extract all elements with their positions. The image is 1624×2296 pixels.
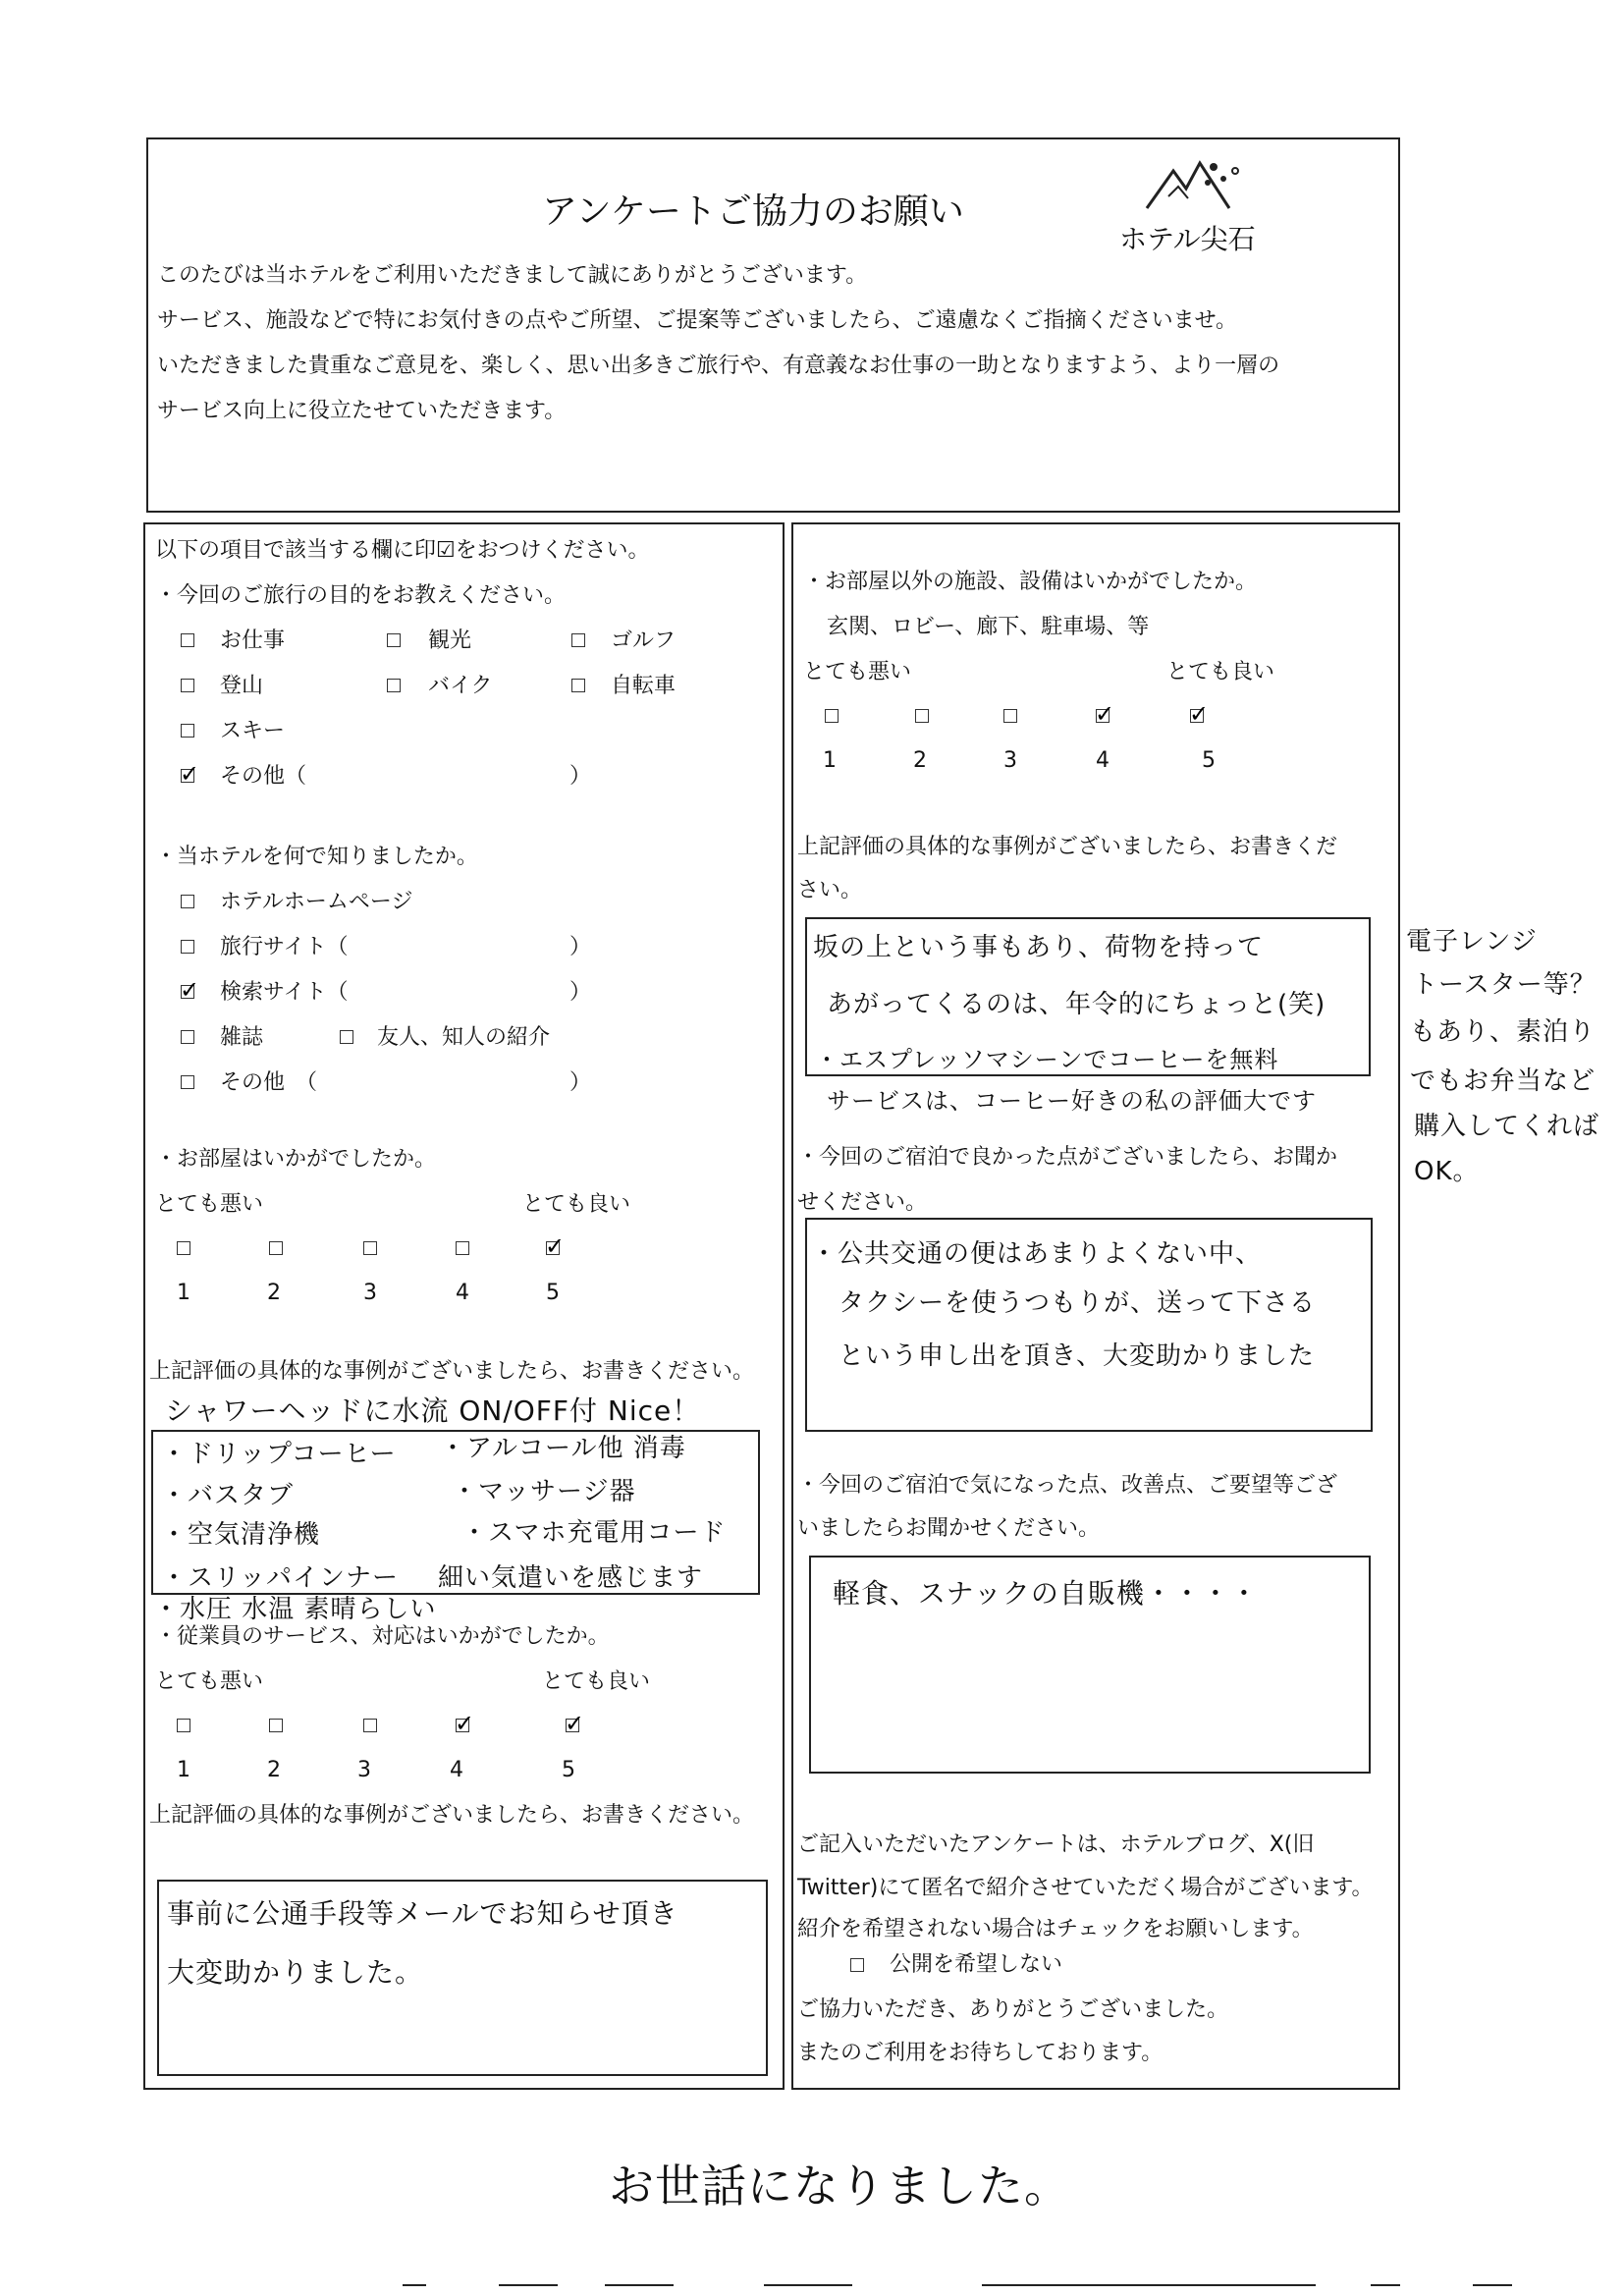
staff-rating-checkbox-1[interactable] bbox=[177, 1719, 190, 1732]
purpose-label-work: お仕事 bbox=[220, 629, 286, 653]
source-label-other: その他 （ bbox=[220, 1070, 318, 1095]
source-label-friend: 友人、知人の紹介 bbox=[377, 1025, 551, 1050]
facilities-examples: 玄関、ロビー、廊下、駐車場、等 bbox=[827, 615, 1150, 639]
facilities-rating-checkbox-3[interactable] bbox=[1003, 709, 1017, 723]
room-question: ・お部屋はいかがでしたか。 bbox=[155, 1147, 437, 1172]
facilities-scale-4: 4 bbox=[1096, 748, 1110, 773]
purpose-checkbox-ski[interactable] bbox=[181, 724, 194, 738]
room-handwritten-right-1: ・アルコール他 消毒 bbox=[440, 1434, 686, 1463]
source-checkbox-magazine[interactable] bbox=[181, 1030, 194, 1044]
facilities-scale-5: 5 bbox=[1202, 748, 1216, 773]
source-label-travel-site: 旅行サイト（ bbox=[220, 935, 349, 959]
facilities-handwritten-line-1: 坂の上という事もあり、荷物を持って bbox=[813, 933, 1265, 962]
facilities-handwritten-line-4: サービスは、コーヒー好きの私の評価大です bbox=[827, 1087, 1318, 1115]
facilities-rating-checkbox-2[interactable] bbox=[915, 709, 929, 723]
instruction-text: 以下の項目で該当する欄に印☑をおつけください。 bbox=[155, 538, 650, 563]
room-scale-2: 2 bbox=[267, 1281, 281, 1305]
room-handwritten-above: シャワーヘッドに水流 ON/OFF付 Nice！ bbox=[165, 1394, 701, 1427]
margin-note-line-1: 電子レンジ bbox=[1406, 927, 1538, 957]
room-scale-1: 1 bbox=[177, 1281, 190, 1305]
source-label-search-site: 検索サイト（ bbox=[220, 980, 349, 1005]
facilities-scale-2: 2 bbox=[913, 748, 927, 773]
room-scale-5: 5 bbox=[546, 1281, 560, 1305]
room-rating-checkbox-5[interactable] bbox=[546, 1241, 560, 1255]
room-handwritten-left-1: ・ドリップコーヒー bbox=[161, 1440, 397, 1469]
source-question: ・当ホテルを何で知りましたか。 bbox=[155, 845, 478, 869]
footer-line-3: 紹介を希望されない場合はチェックをお願いします。 bbox=[797, 1917, 1314, 1941]
bottom-edge-line-2 bbox=[499, 2284, 558, 2286]
staff-scale-4: 4 bbox=[450, 1758, 463, 1782]
source-label-magazine: 雑誌 bbox=[220, 1025, 264, 1050]
purpose-label-ski: スキー bbox=[220, 719, 286, 743]
purpose-label-bicycle: 自転車 bbox=[611, 674, 677, 698]
margin-note-line-2: トースター等？ bbox=[1412, 970, 1597, 1000]
purpose-checkbox-climbing[interactable] bbox=[181, 679, 194, 692]
purpose-label-golf: ゴルフ bbox=[611, 629, 677, 653]
facilities-question: ・お部屋以外の施設、設備はいかがでしたか。 bbox=[803, 570, 1258, 594]
staff-high-label: とても良い bbox=[542, 1669, 651, 1694]
room-handwritten-right-3: ・スマホ充電用コード bbox=[461, 1518, 727, 1548]
source-checkbox-other[interactable] bbox=[181, 1075, 194, 1089]
staff-low-label: とても悪い bbox=[155, 1669, 264, 1694]
room-scale-4: 4 bbox=[456, 1281, 469, 1305]
footer-thanks-2: またのご利用をお待ちしております。 bbox=[797, 2041, 1164, 2065]
footer-thanks-1: ご協力いただき、ありがとうございました。 bbox=[797, 1997, 1229, 2022]
source-checkbox-friend[interactable] bbox=[340, 1030, 353, 1044]
purpose-label-climbing: 登山 bbox=[220, 674, 264, 698]
page-title: アンケートご協力のお願い bbox=[542, 191, 964, 232]
no-publish-label: 公開を希望しない bbox=[890, 1952, 1063, 1977]
room-scale-3: 3 bbox=[363, 1281, 377, 1305]
improvements-question-1: ・今回のご宿泊で気になった点、改善点、ご要望等ござ bbox=[797, 1473, 1338, 1498]
purpose-other-close-paren: ） bbox=[569, 764, 592, 789]
purpose-checkbox-bicycle[interactable] bbox=[571, 679, 585, 692]
facilities-handwritten-line-3: ・エスプレッソマシーンでコーヒーを無料 bbox=[815, 1046, 1279, 1073]
margin-note-line-5: 購入してくれば bbox=[1414, 1112, 1600, 1141]
facilities-comment-prompt-2: さい。 bbox=[797, 878, 863, 902]
footer-line-1: ご記入いただいたアンケートは、ホテルブログ、X(旧 bbox=[797, 1832, 1315, 1857]
room-handwritten-left-4: ・スリッパインナー bbox=[161, 1563, 399, 1593]
staff-handwritten-line-1: 事前に公通手段等メールでお知らせ頂き bbox=[167, 1897, 678, 1930]
staff-scale-2: 2 bbox=[267, 1758, 281, 1782]
source-search-site-close-paren: ） bbox=[569, 980, 592, 1005]
staff-scale-3: 3 bbox=[357, 1758, 371, 1782]
purpose-label-sightseeing: 観光 bbox=[428, 629, 472, 653]
source-travel-site-close-paren: ） bbox=[569, 935, 592, 959]
source-other-close-paren: ） bbox=[569, 1070, 592, 1095]
facilities-rating-checkbox-5[interactable] bbox=[1190, 709, 1204, 723]
room-rating-checkbox-1[interactable] bbox=[177, 1241, 190, 1255]
purpose-checkbox-work[interactable] bbox=[181, 633, 194, 647]
intro-line-2: サービス、施設などで特にお気付きの点やご所望、ご提案等ございましたら、ご遠慮なくご指摘くださいませ。 bbox=[157, 308, 1238, 333]
good-points-handwritten-line-3: という申し出を頂き、大変助かりました bbox=[839, 1341, 1315, 1371]
hotel-name: ホテル尖石 bbox=[1119, 223, 1256, 255]
facilities-scale-3: 3 bbox=[1003, 748, 1017, 773]
facilities-low-label: とても悪い bbox=[803, 660, 912, 684]
purpose-checkbox-other[interactable] bbox=[181, 769, 194, 783]
staff-rating-checkbox-4[interactable] bbox=[456, 1719, 469, 1732]
room-handwritten-left-3: ・空気清浄機 bbox=[161, 1520, 321, 1550]
intro-line-3: いただきました貴重なご意見を、楽しく、思い出多きご旅行や、有意義なお仕事の一助となりますよう、より一層の bbox=[157, 354, 1280, 378]
no-publish-checkbox[interactable] bbox=[850, 1958, 864, 1972]
facilities-rating-checkbox-4[interactable] bbox=[1096, 709, 1110, 723]
staff-comment-prompt: 上記評価の具体的な事例がございましたら、お書きください。 bbox=[149, 1803, 755, 1828]
staff-rating-checkbox-2[interactable] bbox=[269, 1719, 283, 1732]
good-points-handwritten-line-1: ・公共交通の便はあまりよくない中、 bbox=[811, 1239, 1263, 1269]
staff-handwritten-line-2: 大変助かりました。 bbox=[167, 1956, 424, 1989]
margin-note-line-3: もあり、素泊り bbox=[1410, 1017, 1597, 1047]
room-handwritten-below: ・水圧 水温 素晴らしい bbox=[153, 1595, 437, 1624]
bottom-edge-line-5 bbox=[982, 2284, 1316, 2286]
good-points-question-2: せください。 bbox=[797, 1190, 928, 1215]
purpose-checkbox-golf[interactable] bbox=[571, 633, 585, 647]
intro-line-4: サービス向上に役立たせていただきます。 bbox=[157, 399, 567, 423]
good-points-question-1: ・今回のご宿泊で良かった点がございましたら、お聞か bbox=[797, 1145, 1338, 1170]
bottom-edge-line-3 bbox=[605, 2284, 674, 2286]
room-handwritten-right-2: ・マッサージ器 bbox=[452, 1477, 636, 1506]
staff-rating-checkbox-3[interactable] bbox=[363, 1719, 377, 1732]
margin-note-line-6: OK。 bbox=[1414, 1157, 1480, 1186]
room-high-label: とても良い bbox=[522, 1192, 631, 1217]
bottom-edge-line-4 bbox=[764, 2284, 852, 2286]
staff-scale-1: 1 bbox=[177, 1758, 190, 1782]
source-checkbox-search-site[interactable] bbox=[181, 985, 194, 999]
good-points-handwritten-line-2: タクシーを使うつもりが、送って下さる bbox=[839, 1288, 1317, 1318]
room-rating-checkbox-4[interactable] bbox=[456, 1241, 469, 1255]
footer-line-2: Twitter)にて匿名で紹介させていただく場合がございます。 bbox=[797, 1876, 1374, 1900]
facilities-high-label: とても良い bbox=[1166, 660, 1275, 684]
source-checkbox-homepage[interactable] bbox=[181, 895, 194, 908]
improvements-handwritten: 軽食、スナックの自販機・・・・ bbox=[833, 1577, 1259, 1610]
room-comment-prompt: 上記評価の具体的な事例がございましたら、お書きください。 bbox=[149, 1359, 755, 1384]
room-handwritten-left-2: ・バスタブ bbox=[161, 1481, 295, 1510]
improvements-question-2: いましたらお聞かせください。 bbox=[797, 1516, 1101, 1541]
staff-question: ・従業員のサービス、対応はいかがでしたか。 bbox=[155, 1624, 610, 1649]
hotel-logo-icon bbox=[1139, 149, 1247, 218]
staff-scale-5: 5 bbox=[562, 1758, 575, 1782]
room-rating-checkbox-3[interactable] bbox=[363, 1241, 377, 1255]
purpose-checkbox-motorbike[interactable] bbox=[387, 679, 401, 692]
purpose-checkbox-sightseeing[interactable] bbox=[387, 633, 401, 647]
room-handwritten-right-4: 細い気遣いを感じます bbox=[438, 1563, 704, 1593]
room-rating-checkbox-2[interactable] bbox=[269, 1241, 283, 1255]
purpose-question: ・今回のご旅行の目的をお教えください。 bbox=[155, 583, 567, 608]
margin-note-line-4: でもお弁当など bbox=[1410, 1066, 1597, 1096]
left-column-box bbox=[143, 522, 785, 2090]
room-low-label: とても悪い bbox=[155, 1192, 264, 1217]
facilities-handwritten-line-2: あがってくるのは、年令的にちょっと(笑) bbox=[827, 990, 1326, 1019]
bottom-edge-line-1 bbox=[403, 2284, 426, 2286]
purpose-label-motorbike: バイク bbox=[428, 674, 493, 698]
bottom-handwritten-note: お世話になりました。 bbox=[609, 2159, 1070, 2213]
facilities-rating-checkbox-1[interactable] bbox=[825, 709, 839, 723]
staff-rating-checkbox-5[interactable] bbox=[566, 1719, 579, 1732]
facilities-scale-1: 1 bbox=[823, 748, 837, 773]
source-label-homepage: ホテルホームページ bbox=[220, 890, 413, 914]
intro-line-1: このたびは当ホテルをご利用いただきまして誠にありがとうございます。 bbox=[157, 263, 868, 288]
bottom-edge-line-7 bbox=[1473, 2284, 1512, 2286]
source-checkbox-travel-site[interactable] bbox=[181, 940, 194, 954]
purpose-label-other: その他（ bbox=[220, 764, 307, 789]
facilities-comment-prompt-1: 上記評価の具体的な事例がございましたら、お書きくだ bbox=[797, 835, 1338, 859]
bottom-edge-line-6 bbox=[1371, 2284, 1400, 2286]
